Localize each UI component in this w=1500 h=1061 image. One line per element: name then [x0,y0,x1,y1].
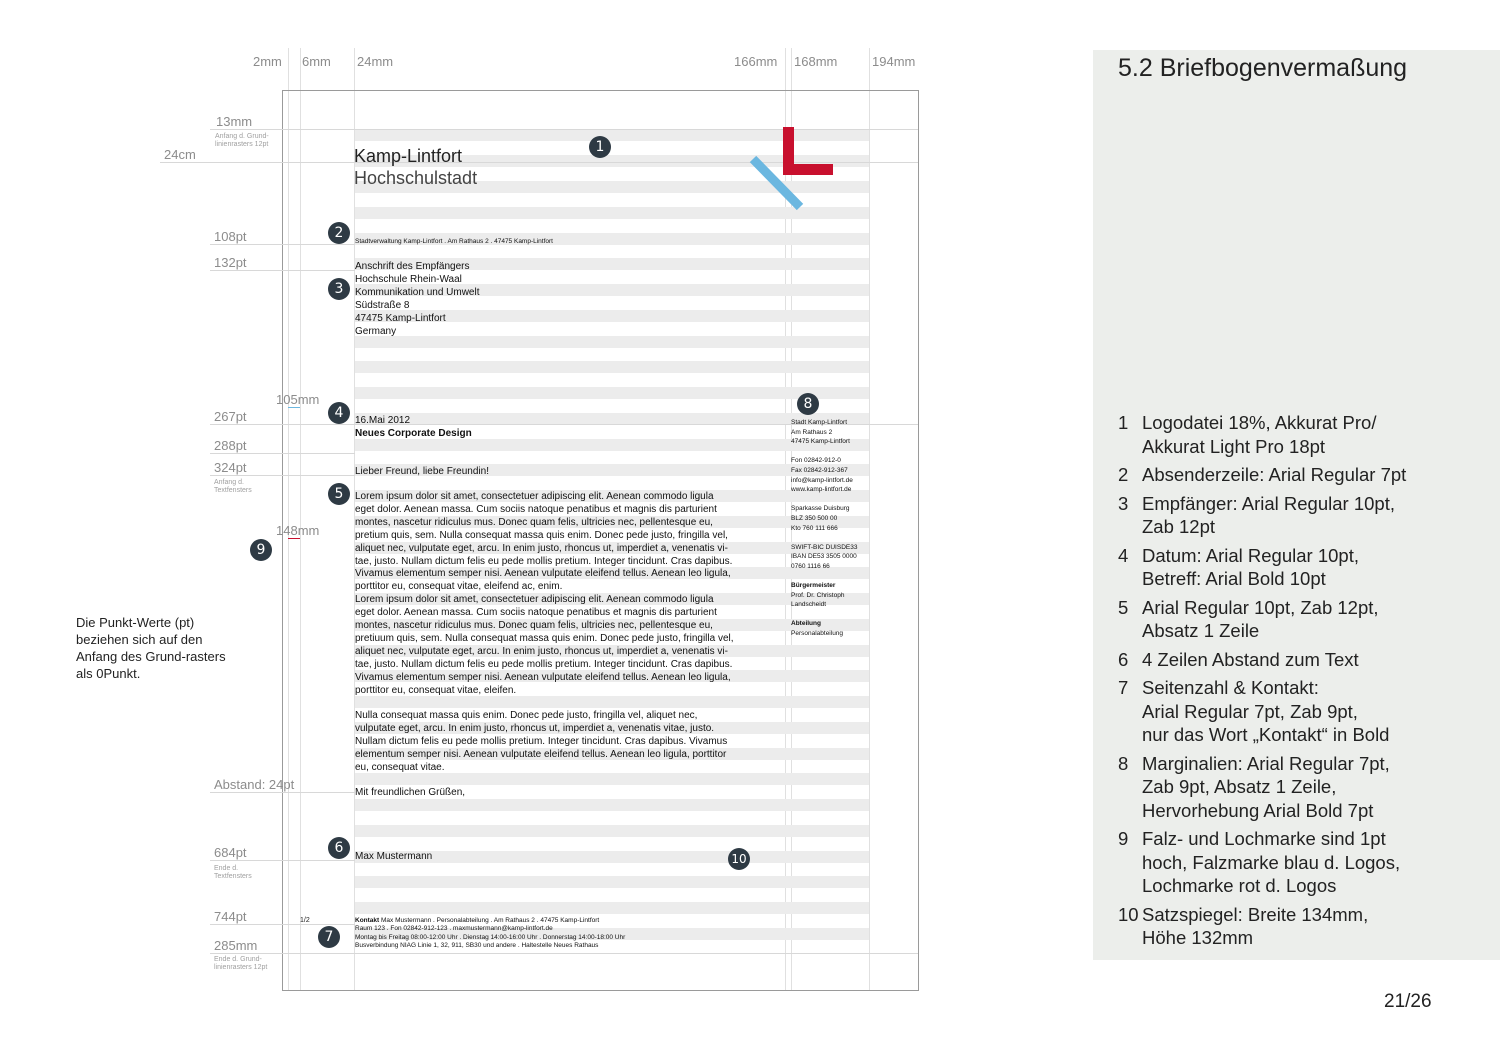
sender-line: Stadtverwaltung Kamp-Lintfort . Am Rathaus 2 . 47475 Kamp-Lintfort [355,238,553,245]
footer-bold: Kontakt [355,917,380,924]
label-abstand: Abstand: 24pt [214,777,295,792]
label-24cm: 24cm [164,147,196,162]
marker-9: 9 [250,539,272,561]
measure-24mm: 24mm [357,54,394,69]
guide-324pt [210,475,355,476]
legend-item: 2 Absenderzeile: Arial Regular 7pt [1118,464,1407,485]
recipient-line: Hochschule Rhein-Waal [355,273,462,285]
label-132pt: 132pt [214,255,247,270]
label-288pt: 288pt [214,438,247,453]
recipient-line: Anschrift des Empfängers [355,261,470,272]
measure-168mm: 168mm [794,54,838,69]
guide-abstand [210,792,355,793]
label-285mm: 285mm [214,938,258,953]
note-text: Die Punkt-Werte (pt) beziehen sich auf den Anfang des Grund-rasters als 0Punkt. [76,615,226,681]
legend-panel [1093,50,1500,960]
logo-wordmark-line1: Kamp-Lintfort [354,146,463,166]
guide-744pt [210,924,355,925]
guide-132pt [210,270,355,271]
signature: Max Mustermann [355,851,433,862]
guide-288pt [210,453,355,454]
measure-166mm: 166mm [734,54,778,69]
legend-item: 10 Satzspiegel: Breite 134mm, Höhe 132mm [1118,903,1369,948]
margin-column: Stadt Kamp-Lintfort Am Rathaus 2 47475 Kamp-Lintfort Fon 02842-912-0 Fax 02842-912-367 info@kamp-lintfort.de www.kamp-lintfort.de Sparkasse Duisburg BLZ 350 500 00 Kto 760 111 666 SWIFT-BIC DUISDE33 IBAN DE53 3505 0000 0760 1116 66 Bürgermeister Prof. Dr. Christoph Landscheidt Abteilung Personalabteilung [791,419,858,638]
label-13mm: 13mm [216,114,253,129]
marker-7: 7 [318,926,340,948]
marker-1: 1 [589,136,611,158]
note-285mm: Ende d. Grund-linienrasters 12pt [214,956,268,971]
logo-red-l-horizontal [783,164,833,175]
footer-contact: Kontakt Max Mustermann . Personalabteilung . Am Rathaus 2 . 47475 Kamp-Lintfort Raum 123 . Fon 02842-912-123 . maxmustermann@kamp-lintfort.de Montag bis Freitag 08:00-12:00 Uhr . Dienstag 14:00-16:00 Uhr . Donnerstag 14:00-18:00 Uhr Busverbindung NIAG Linie 1, 32, 911, SB30 und andere . Haltestelle Neues Rathaus [355,917,626,950]
punch-mark [288,538,300,539]
measure-2mm: 2mm [253,54,282,69]
recipient-line: Kommunikation und Umwelt [355,286,480,298]
salutation: Lieber Freund, liebe Freundin! [355,466,489,477]
legend-item: 1 Logodatei 18%, Akkurat Pro/ Akkurat Light Pro 18pt [1118,412,1377,457]
marker-8: 8 [797,393,819,415]
section-title: 5.2 Briefbogenvermaßung [1118,54,1408,82]
label-105mm: 105mm [276,392,320,407]
body-paragraph-2: Nulla consequat massa quis enim. Donec pede justo, fringilla vel, aliquet nec, vulputate eget, arcu. In enim justo, rhoncus ut, imperdiet a, venenatis vitae, justo. Nullam dictum felis eu pede mollis pretium. Integer tincidunt. Cras dapibus. Vivamus elementum semper nisi. Aenean vulputate eleifend tellus. Aenean leo ligula, porttitor eu, consequat vitae. [355,710,728,773]
label-684pt: 684pt [214,845,247,860]
body-paragraph-1: Lorem ipsum dolor sit amet, consectetuer adipiscing elit. Aenean commodo ligula eget dolor. Aenean massa. Cum sociis natoque penatibus et magnis dis parturient montes, nascetur ridiculus mus. Donec quam felis, ultricies nec, pellentesque eu, pretium quis, sem. Nulla consequat massa quis enim. Donec pede justo, fringilla vel, aliquet nec, vulputate eget, arcu. In enim justo, rhoncus ut, imperdiet a, venenatis vi- tae, justo. Nullam dictum felis eu pede mollis pretium. Integer tincidunt. Cras dapibus. Vivamus elementum semper nisi. Aenean vulputate eleifend tellus. Aenean leo ligula, porttitor eu, consequat vitae, eleifend ac, enim. Lorem ipsum dolor sit amet, consectetuer adipiscing elit. Aenean commodo ligula eget dolor. Aenean massa. Cum sociis natoque penatibus et magnis dis parturient montes, nascetur ridiculus mus. Donec quam felis, ultricies nec, pellentesque eu, pretiuum quis, sem. Nulla consequat massa quis enim. Donec pede justo, fringilla vel, aliquet nec, vulputate eget, arcu. In enim justo, rhoncus ut, imperdiet a, venenatis vi- tae, justo. Nullam dictum felis eu pede mollis pretium. Integer tincidunt. Cras dapibus. Vivamus elementum semper nisi. Aenean vulputate eleifend tellus. Aenean leo ligula, porttitor eu, consequat vitae, eleifen. [355,491,734,696]
legend-list [1118,411,1488,955]
guide-108pt [210,244,355,245]
date: 16.Mai 2012 [355,415,411,426]
guide-684pt [210,860,355,861]
logo-wordmark-line2: Hochschulstadt [354,168,478,188]
label-148mm: 148mm [276,523,320,538]
fold-mark [288,407,300,408]
recipient-line: 47475 Kamp-Lintfort [355,312,446,324]
page-marker: 1/2 [300,917,310,924]
legend-item: 6 4 Zeilen Abstand zum Text [1118,648,1359,670]
note-13mm: Anfang d. Grund-linienrasters 12pt [215,133,269,148]
guide-285mm [210,953,918,954]
closing: Mit freundlichen Grüßen, [355,787,466,798]
label-108pt: 108pt [214,229,247,244]
legend-item: 8 Marginalien: Arial Regular 7pt, Zab 9pt, Absatz 1 Zeile, Hervorhebung Arial Bold 7pt [1118,752,1390,821]
marker-10: 10 [728,848,750,870]
subject: Neues Corporate Design [355,428,472,439]
note-324pt: Anfang d. Textfensters [214,479,252,494]
legend-item: 3 Empfänger: Arial Regular 10pt, Zab 12pt [1118,492,1395,537]
marker-3: 3 [328,278,350,300]
recipient-line: Südstraße 8 [355,299,410,311]
marker-4: 4 [328,402,350,424]
measure-194mm: 194mm [872,54,916,69]
recipient-block [355,261,480,338]
note-684pt: Ende d. Textfensters [214,865,252,880]
label-267pt: 267pt [214,409,247,424]
label-744pt: 744pt [214,909,247,924]
marker-5: 5 [328,483,350,505]
marker-6: 6 [328,837,350,859]
legend-item: 9 Falz- und Lochmarke sind 1pt hoch, Falzmarke blau d. Logos, Lochmarke rot d. Logos [1118,828,1401,896]
legend-item: 5 Arial Regular 10pt, Zab 12pt, Absatz 1 Zeile [1118,596,1379,641]
page-number: 21/26 [1384,991,1432,1012]
recipient-line: Germany [355,325,397,337]
measure-6mm: 6mm [302,54,331,69]
marker-2: 2 [328,222,350,244]
legend-item: 4 Datum: Arial Regular 10pt, Betreff: Arial Bold 10pt [1118,544,1359,589]
label-324pt: 324pt [214,460,247,475]
logo-mark [745,125,837,215]
legend-item: 7 Seitenzahl & Kontakt: Arial Regular 7pt, Zab 9pt, nur das Wort „Kontakt“ in Bold [1118,677,1390,745]
